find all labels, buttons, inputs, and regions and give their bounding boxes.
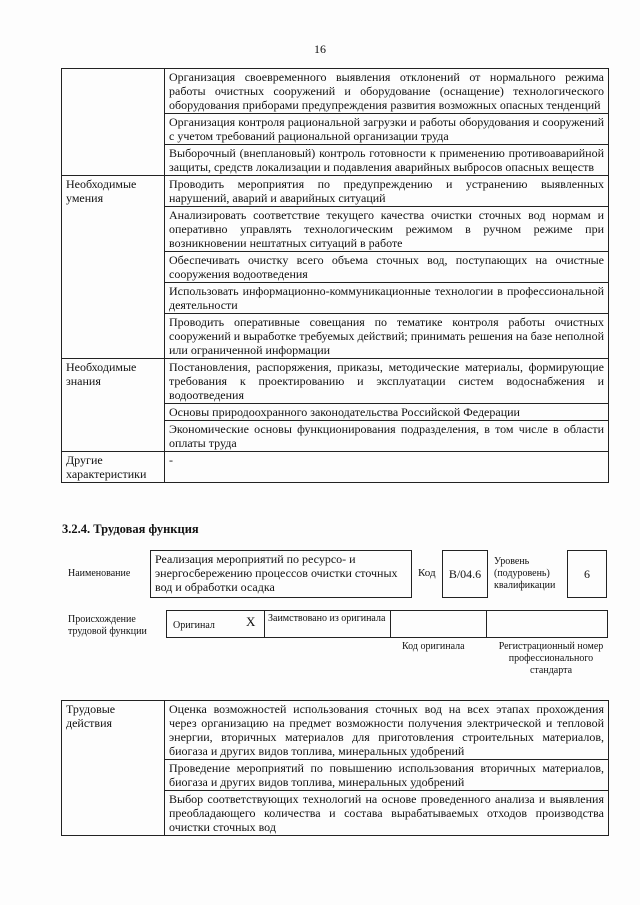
list-item: Организация контроля рациональной загрузки и работы оборудования и сооружений с учетом требований рациональной организации труда — [165, 114, 609, 145]
table-row — [62, 701, 609, 760]
other-label: Другие характеристики — [62, 452, 165, 483]
table-row — [62, 69, 609, 114]
level-box — [567, 550, 607, 598]
origin-divider — [486, 610, 487, 638]
knowledge-label: Необходимые знания — [62, 359, 165, 452]
reg-number-caption: Регистрационный номер профессионального стандарта — [498, 641, 604, 676]
list-item: Использовать информационно-коммуникационные технологии в профессиональной деятельности — [165, 283, 609, 314]
list-item: Обеспечивать очистку всего объема сточных вод, поступающих на очистные сооружения водоотведения — [165, 252, 609, 283]
function-name-box — [150, 550, 412, 598]
origin-label: Происхождение трудовой функции — [68, 614, 147, 637]
list-item: Организация своевременного выявления отклонений от нормального режима работы очистных сооружений и оборудование (оснащение) технологического оборудования приборами предупреждения развития возможных опасных тенденций — [165, 69, 609, 114]
original-label: Оригинал — [173, 620, 215, 631]
list-item: Оценка возможностей использования сточных вод на всех этапах прохождения через организацию на предмет возможности получения электрической и тепловой энергии, вторичных материалов для приготовления строительных материалов, биогаза и других видов топлива, минеральных удобрений — [165, 701, 609, 760]
list-item: Выбор соответствующих технологий на основе проведенного анализа и выявления преобладающего количества и состава вырабатываемых отходов производства очистки сточных вод — [165, 791, 609, 836]
labor-actions-table — [61, 700, 609, 836]
function-name: Реализация мероприятий по ресурсо- и энергосбережению процессов очистки сточных вод и обработки осадка — [155, 552, 398, 594]
origin-box — [166, 610, 608, 638]
name-label: Наименование — [68, 568, 131, 579]
actions-label: Трудовые действия — [62, 701, 165, 836]
list-item: Проводить оперативные совещания по тематике контроля работы очистных сооружений и выработке требуемых действий; принимать решения на базе неполной или ограниченной информации — [165, 314, 609, 359]
code-label: Код — [418, 567, 436, 579]
list-item: Проведение мероприятий по повышению использования вторичных материалов, биогаза и других видов топлива, минеральных удобрений — [165, 760, 609, 791]
list-item: Анализировать соответствие текущего качества очистки сточных вод нормам и оперативно управлять технологическим режимом в ручном режиме при возникновении нештатных ситуаций в работе — [165, 207, 609, 252]
code-box — [442, 550, 488, 598]
list-item: Выборочный (внеплановый) контроль готовности к применению противоаварийной защиты, средств локализации и подавления аварийных выбросов опасных веществ — [165, 145, 609, 176]
list-item: Основы природоохранного законодательства Российской Федерации — [165, 404, 609, 421]
section-heading: 3.2.4. Трудовая функция — [62, 522, 199, 536]
skills-label: Необходимые умения — [62, 176, 165, 359]
table-row — [62, 359, 609, 404]
level-label: Уровень (подуровень) квалификации — [494, 556, 556, 591]
origin-divider — [390, 610, 391, 638]
table-row — [62, 176, 609, 207]
code-original-caption: Код оригинала — [402, 641, 465, 652]
level-value: 6 — [584, 567, 590, 581]
empty-label-cell — [62, 69, 165, 176]
other-value: - — [165, 452, 609, 483]
origin-divider — [264, 610, 265, 638]
requirements-table — [61, 68, 609, 483]
borrowed-label: Заимствовано из оригинала — [268, 613, 386, 624]
list-item: Экономические основы функционирования подразделения, в том числе в области оплаты труда — [165, 421, 609, 452]
page-number: 16 — [314, 42, 326, 56]
list-item: Постановления, распоряжения, приказы, методические материалы, формирующие требования к проектированию и эксплуатации систем водоснабжения и водоотведения — [165, 359, 609, 404]
original-mark: Х — [246, 614, 256, 629]
code-value: В/04.6 — [448, 567, 482, 581]
table-row — [62, 452, 609, 483]
list-item: Проводить мероприятия по предупреждению и устранению выявленных нарушений, аварий и аварийных ситуаций — [165, 176, 609, 207]
